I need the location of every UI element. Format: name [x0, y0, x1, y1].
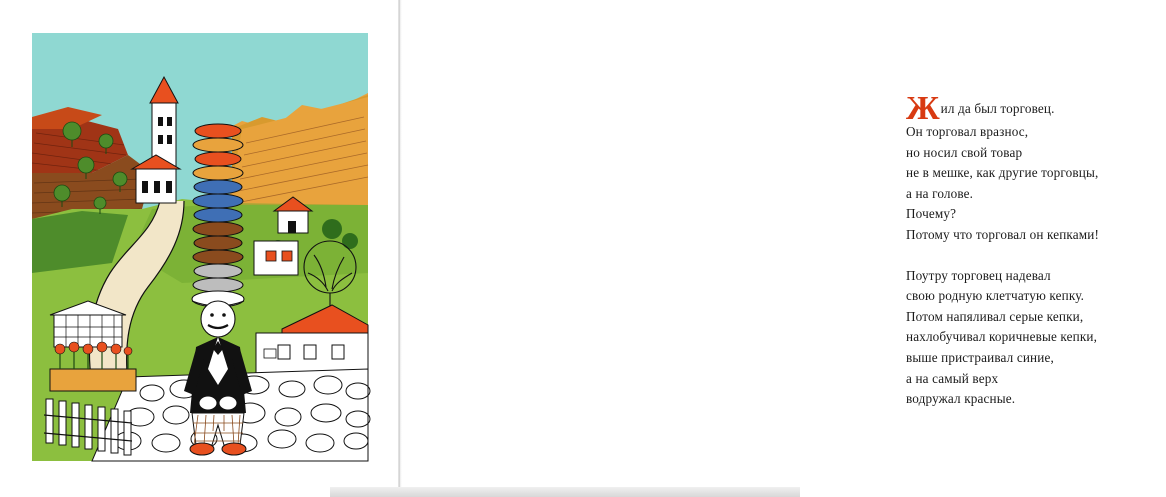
poem-line: а на голове. [906, 185, 974, 201]
page-right [401, 0, 1100, 497]
poem-line [906, 90, 1166, 127]
poem-text [906, 90, 1166, 410]
poem-line: Он торговал вразнос, [906, 124, 1029, 139]
page-left [0, 0, 399, 497]
poem-line: а на самый верх [906, 370, 999, 386]
poem-line: не в мешке, как другие торговцы, [906, 165, 1099, 181]
cap-merchant-illustration [32, 33, 368, 461]
stanza-1 [906, 90, 1166, 246]
poem-line: свою родную клетчатую кепку. [906, 288, 1085, 304]
stanza-2 [906, 266, 1166, 410]
poem-line-text: ил да был торговец. [940, 101, 1055, 116]
poem-line: Потому что торговал он кепками! [906, 226, 1100, 242]
drop-cap: Ж [906, 90, 940, 127]
poem-line: выше пристраивал синие, [906, 349, 1054, 365]
poem-line: водружал красные. [906, 391, 1016, 407]
illustration-svg [32, 33, 368, 461]
poem-line: Потом напяливал серые кепки, [906, 308, 1084, 324]
poem-line: Почему? [906, 206, 957, 222]
poem-line: Поутру торговец надевал [906, 267, 1051, 283]
page-edge [330, 487, 800, 497]
poem-line: но носил свой товар [906, 144, 1023, 160]
poem-line: нахлобучивал коричневые кепки, [906, 329, 1098, 345]
